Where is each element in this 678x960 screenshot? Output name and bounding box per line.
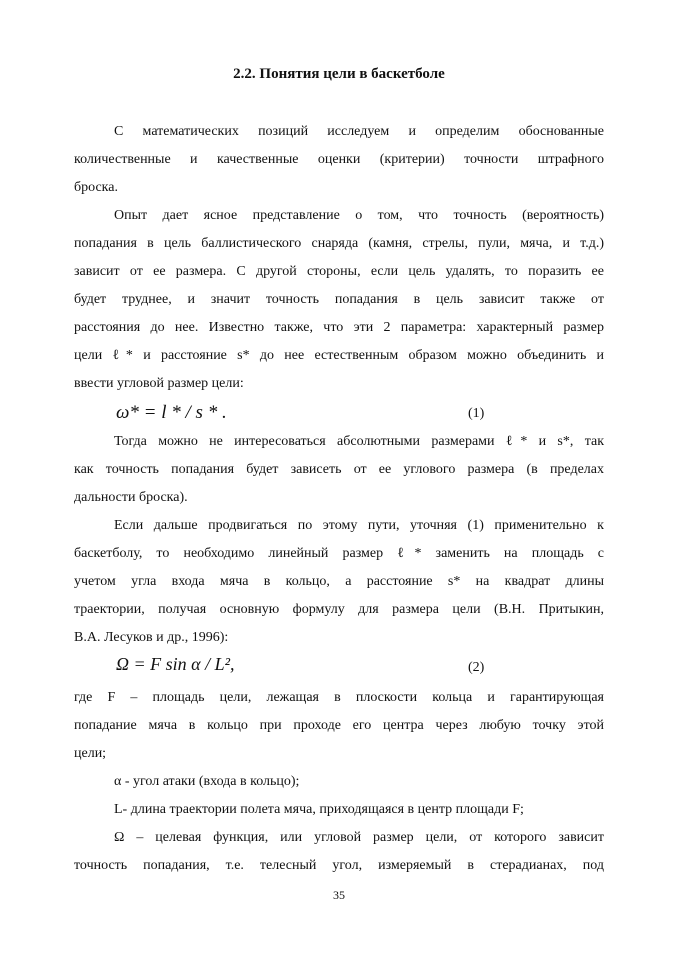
equation-number-2: (2) bbox=[468, 660, 485, 675]
text-line: баскетболу, то необходимо линейный размер ℓ* заменить на площадь с bbox=[74, 546, 604, 561]
text-line: цели ℓ* и расстояние s* до нее естественным образом можно объединить и bbox=[74, 348, 604, 363]
text-line: С математических позиций исследуем и определим обоснованные bbox=[114, 124, 604, 139]
text-line: Если дальше продвигаться по этому пути, уточняя (1) применительно к bbox=[114, 518, 604, 533]
text-line: α - угол атаки (входа в кольцо); bbox=[114, 774, 300, 789]
section-title: 2.2. Понятия цели в баскетболе bbox=[233, 66, 445, 82]
text-line: как точность попадания будет зависеть от ее углового размера (в пределах bbox=[74, 462, 604, 477]
text-line: будет труднее, и значит точность попадания в цель зависит также от bbox=[74, 292, 604, 307]
text-line: попадание мяча в кольцо при проходе его центра через любую точку этой bbox=[74, 718, 604, 733]
text-line: В.А. Лесуков и др., 1996): bbox=[74, 630, 229, 645]
text-line: цели; bbox=[74, 746, 107, 761]
equation-number-1: (1) bbox=[468, 406, 485, 421]
text-line: учетом угла входа мяча в кольцо, а расстояние s* на квадрат длины bbox=[74, 574, 604, 589]
text-line: Ω – целевая функция, или угловой размер цели, от которого зависит bbox=[114, 830, 604, 845]
document-page bbox=[74, 0, 604, 960]
text-line: точность попадания, т.е. телесный угол, измеряемый в стерадианах, под bbox=[74, 858, 604, 873]
text-line: количественные и качественные оценки (критерии) точности штрафного bbox=[74, 152, 604, 167]
text-line: L- длина траектории полета мяча, приходящаяся в центр площади F; bbox=[114, 802, 524, 817]
page-number: 35 bbox=[333, 888, 345, 902]
text-line: ввести угловой размер цели: bbox=[74, 376, 244, 391]
text-line: Опыт дает ясное представление о том, что точность (вероятность) bbox=[114, 208, 604, 223]
text-line: попадания в цель баллистического снаряда (камня, стрелы, пули, мяча, и т.д.) bbox=[74, 236, 604, 251]
text-line: броска. bbox=[74, 180, 118, 195]
formula-2: Ω = F sin α / L², bbox=[116, 654, 235, 674]
text-line: расстояния до нее. Известно также, что эти 2 параметра: характерный размер bbox=[74, 320, 604, 335]
formula-1: ω* = l * / s * . bbox=[116, 402, 227, 423]
text-line: Тогда можно не интересоваться абсолютными размерами ℓ* и s*, так bbox=[114, 434, 604, 449]
text-line: дальности броска). bbox=[74, 490, 188, 505]
text-line: где F – площадь цели, лежащая в плоскости кольца и гарантирующая bbox=[74, 690, 604, 705]
text-line: зависит от ее размера. С другой стороны, если цель удалять, то поразить ее bbox=[74, 264, 604, 279]
text-line: траектории, получая основную формулу для размера цели (В.Н. Притыкин, bbox=[74, 602, 604, 617]
